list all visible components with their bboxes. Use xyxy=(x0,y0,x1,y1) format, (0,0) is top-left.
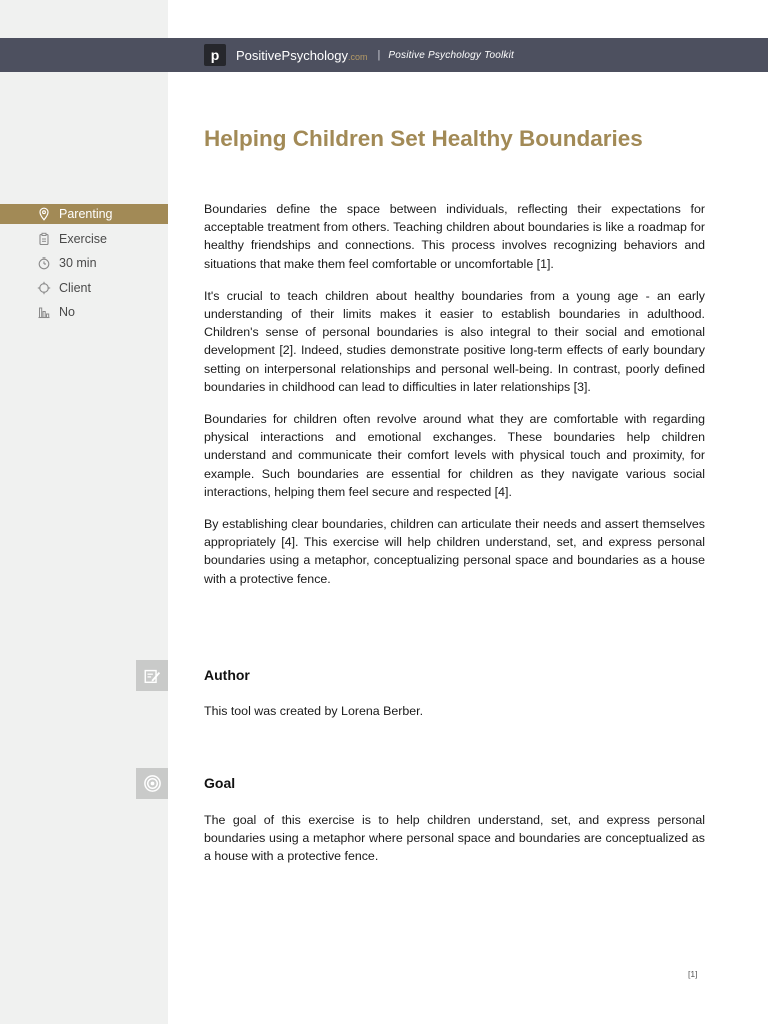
page-title: Helping Children Set Healthy Boundaries xyxy=(204,126,643,151)
intro-paragraph: Boundaries for children often revolve around what they are comfortable with regarding physical interactions and emotional exchanges. These boundaries help children understand and communicate their comfort levels with physical touch and proximity, for example. Such boundaries are essential for children as they navigate various social interactions, helping them feel secure and respected [4]. xyxy=(204,412,705,499)
meta-label-type: Exercise xyxy=(59,231,107,246)
meta-item-duration xyxy=(0,253,168,273)
meta-item-print xyxy=(0,302,168,322)
toolkit-label: Positive Psychology Toolkit xyxy=(388,49,515,61)
author-text: This tool was created by Lorena Berber. xyxy=(204,704,424,718)
meta-label-category: Parenting xyxy=(59,207,113,221)
meta-item-audience xyxy=(0,278,168,298)
intro-paragraph: It's crucial to teach children about healthy boundaries from a young age - an early understanding of their limits makes it easier to establish boundaries in adulthood. Children's sense of personal boundaries is also integral to their social and emotional development [2]. Indeed, studies demonstrate positive long-term effects of early boundary setting on interpersonal relationships and personal well-being. In contrast, poorly defined boundaries in childhood can lead to difficulties in later relationships [3]. xyxy=(204,288,705,394)
pencil-note-icon xyxy=(136,660,168,691)
meta-label-audience: Client xyxy=(59,280,91,295)
bar-chart-icon xyxy=(36,304,52,320)
logo-icon: p xyxy=(204,44,226,66)
meta-label-duration: 30 min xyxy=(59,256,97,270)
location-pin-icon xyxy=(36,206,52,222)
goal-text: The goal of this exercise is to help children understand, set, and express personal boundaries using a metaphor where personal space and boundaries are conceptualized as a house with a protective fence. xyxy=(204,813,705,864)
crosshair-icon xyxy=(36,280,52,296)
brand-tld: .com xyxy=(348,51,368,62)
intro-text xyxy=(204,200,705,602)
intro-paragraph: By establishing clear boundaries, children can articulate their needs and assert themselves appropriately [4]. This exercise will help children understand, set, and express personal boundaries using a metaphor, conceptualizing personal space and boundaries as a house with a protective fence. xyxy=(204,517,705,586)
author-heading: Author xyxy=(204,667,250,683)
meta-label-print: No xyxy=(59,305,75,319)
brand[interactable] xyxy=(204,44,514,66)
intro-paragraph: Boundaries define the space between individuals, reflecting their expectations for acceptable treatment from others. Teaching children about boundaries is like a roadmap for healthy friendships and connections. This process involves recognizing behaviors and situations that make them feel comfortable or uncomfortable [1]. xyxy=(204,202,705,271)
clipboard-icon xyxy=(36,231,52,247)
meta-item-type xyxy=(0,229,168,249)
page-reference: [1] xyxy=(688,969,698,979)
header-separator: | xyxy=(377,49,381,61)
meta-list xyxy=(0,204,168,327)
meta-item-category xyxy=(0,204,168,224)
brand-name: PositivePsychology.com xyxy=(236,47,368,63)
sidebar xyxy=(0,0,168,1024)
stopwatch-icon xyxy=(36,255,52,271)
goal-heading: Goal xyxy=(204,775,236,791)
target-icon xyxy=(136,768,168,799)
